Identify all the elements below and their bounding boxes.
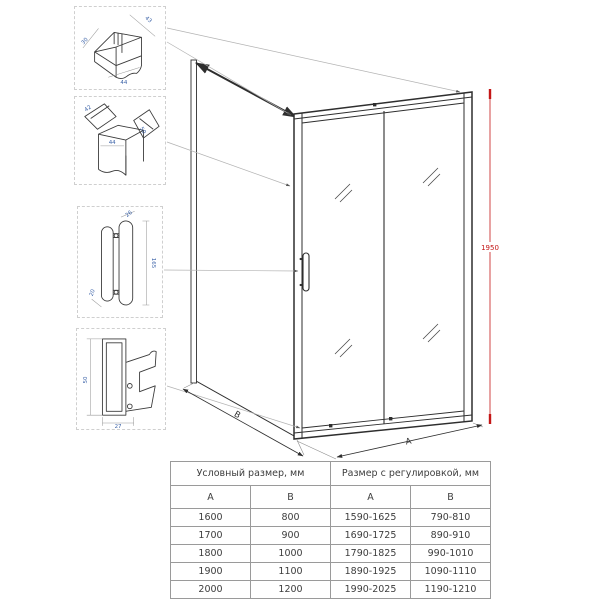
dimension-b — [183, 383, 304, 456]
width-label: A — [404, 436, 413, 448]
table-row — [171, 509, 491, 527]
handle-dim-bottom: 20 — [88, 288, 97, 298]
table-cell: 900 — [251, 527, 331, 545]
table-cell: 790-810 — [411, 509, 491, 527]
table-cell: 1800 — [171, 545, 251, 563]
corner-profile-dim-left: 30 — [80, 36, 90, 47]
side-panel — [191, 60, 296, 437]
table-cell: 1590-1625 — [331, 509, 411, 527]
wall-profile-bar — [191, 60, 197, 383]
dimension-height — [477, 89, 503, 424]
group-header-nominal: Условный размер, мм — [171, 462, 331, 486]
handle-dim-height: 165 — [150, 257, 157, 269]
table-column-header-row — [171, 486, 491, 509]
table-cell: 1700 — [171, 527, 251, 545]
col-header-b1: B — [251, 486, 331, 509]
table-cell: 1690-1725 — [331, 527, 411, 545]
table-row — [171, 581, 491, 599]
table-cell: 1990-2025 — [331, 581, 411, 599]
table-group-header-row — [171, 462, 491, 486]
bottom-rail-dim-height: 50 — [82, 376, 89, 384]
table-cell: 800 — [251, 509, 331, 527]
table-cell: 990-1010 — [411, 545, 491, 563]
wall-profile-dim-width: 44 — [108, 139, 116, 146]
height-dimension-label: 1950 — [481, 244, 499, 252]
table-cell: 1790-1825 — [331, 545, 411, 563]
table-cell: 1090-1110 — [411, 563, 491, 581]
table-cell: 1200 — [251, 581, 331, 599]
table-cell: 1600 — [171, 509, 251, 527]
handle-dim-top: 26 — [124, 209, 134, 219]
table-cell: 1000 — [251, 545, 331, 563]
wall-profile-dim-right: 50 — [137, 126, 147, 136]
table-cell: 1190-1210 — [411, 581, 491, 599]
table-cell: 890-910 — [411, 527, 491, 545]
col-header-b2: B — [411, 486, 491, 509]
col-header-a1: A — [171, 486, 251, 509]
table-cell: 1900 — [171, 563, 251, 581]
table-row — [171, 563, 491, 581]
depth-label: B — [231, 409, 242, 422]
wall-profile-dim-left: 42 — [83, 104, 93, 114]
table-row — [171, 545, 491, 563]
front-door-frame — [294, 92, 472, 439]
table-cell: 1100 — [251, 563, 331, 581]
table-cell: 2000 — [171, 581, 251, 599]
table-cell: 1890-1925 — [331, 563, 411, 581]
table-row — [171, 527, 491, 545]
col-header-a2: A — [331, 486, 411, 509]
corner-profile-dim-diag: 43 — [143, 15, 153, 25]
bottom-rail-dim-width: 27 — [114, 423, 122, 429]
size-table — [170, 461, 491, 599]
corner-profile-dim-bottom: 44 — [120, 80, 128, 87]
group-header-adjustable: Размер с регулировкой, мм — [331, 462, 491, 486]
